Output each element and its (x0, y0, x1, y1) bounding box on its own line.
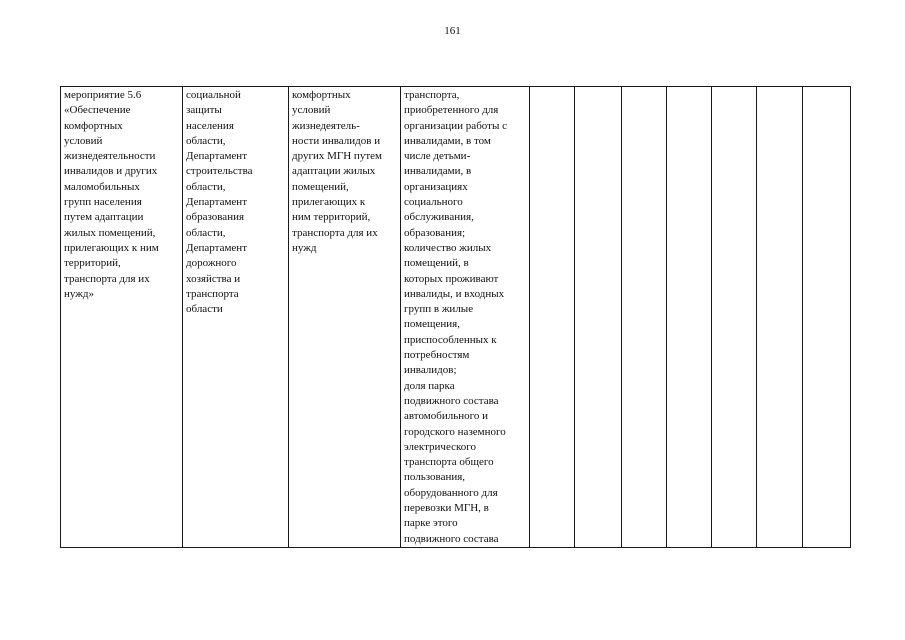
table-cell-indicators (401, 87, 530, 548)
table-cell-event (61, 87, 183, 548)
page-number: 161 (444, 25, 461, 37)
table-row (61, 87, 851, 548)
executors-cell-text: социальной защиты населения области, Департамент строительства области, Департамент образования области, Департамент дорожного хозяйства и транспорта области (186, 89, 253, 316)
goal-cell-text: комфортных условий жизнедеятель- ности инвалидов и других МГН путем адаптации жилых помещений, прилегающих к ним территорий, транспорта для их нужд (292, 89, 382, 254)
table-cell-empty (757, 87, 803, 548)
indicators-cell-text: транспорта, приобретенного для организации работы с инвалидами, в том числе детьми- инвалидами, в организациях социального обслуживания, образования; количество жилых помещений, в которых проживают инвалиды, и входных групп в жилые помещения, приспособленных к потребностям инвалидов; доля парка подвижного состава автомобильного и городского наземного электрического транспорта общего пользования, оборудованного для перевозки МГН, в парке этого подвижного состава (404, 89, 507, 545)
table-cell-goal (289, 87, 401, 548)
table-cell-empty (712, 87, 757, 548)
table-cell-empty (575, 87, 622, 548)
program-events-table (60, 86, 851, 548)
table-cell-empty (667, 87, 712, 548)
event-cell-text: мероприятие 5.6 «Обеспечение комфортных условий жизнедеятельности инвалидов и других маломобильных групп населения путем адаптации жилых помещений, прилегающих к ним территорий, транспорта для их нужд» (64, 89, 159, 300)
table-cell-empty (803, 87, 851, 548)
table-cell-empty (530, 87, 575, 548)
table-cell-empty (622, 87, 667, 548)
table-cell-executors (183, 87, 289, 548)
